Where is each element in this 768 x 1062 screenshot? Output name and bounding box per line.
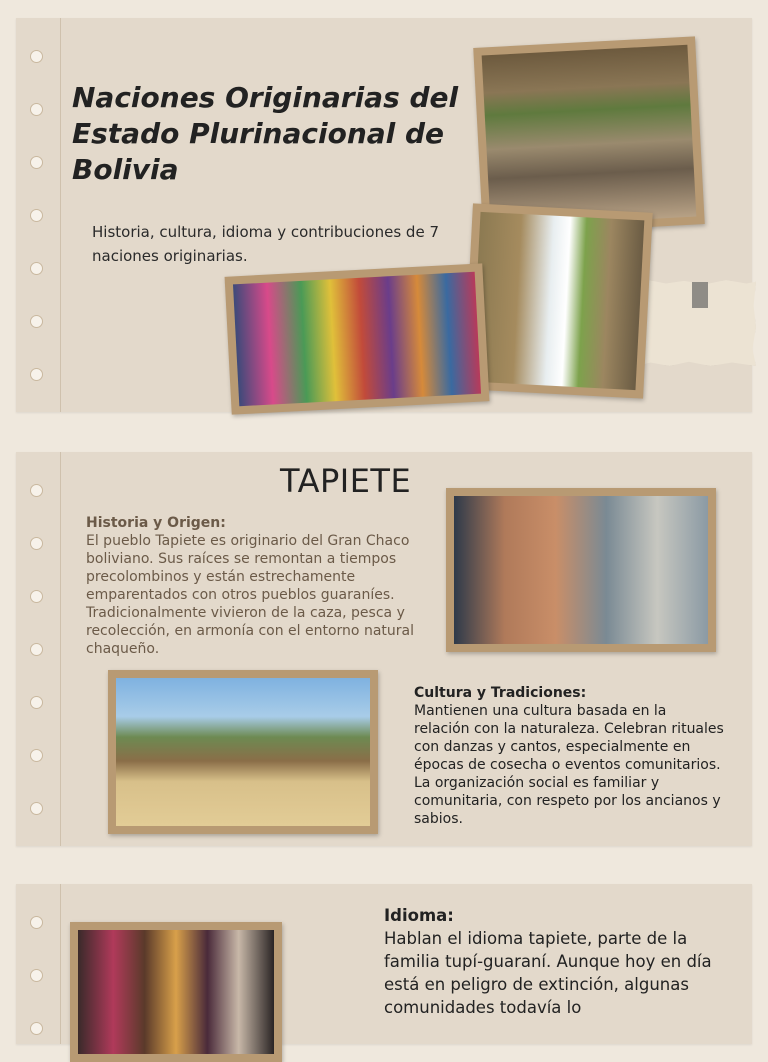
history-heading: Historia y Origen: xyxy=(86,515,226,531)
presentation-subtitle: Historia, cultura, idioma y contribuciones de 7 naciones originarias. xyxy=(92,223,439,265)
history-block xyxy=(86,514,416,658)
photo-woven-bags xyxy=(225,263,490,414)
binder-hole xyxy=(30,696,43,709)
language-text: Hablan el idioma tapiete, parte de la familia tupí-guaraní. Aunque hoy en día está en peligro de extinción, algunas comunidades todavía lo xyxy=(384,929,712,1017)
tape-strip xyxy=(692,282,708,308)
binder-hole xyxy=(30,537,43,550)
language-block xyxy=(384,904,724,1019)
language-heading: Idioma: xyxy=(384,906,454,925)
photo-fishing-nets xyxy=(446,488,716,652)
history-text: El pueblo Tapiete es originario del Gran Chaco boliviano. Sus raíces se remontan a tiempos precolombinos y están estrechamente emparentados con otros pueblos guaraníes. Tradicionalmente vivieron de la caza, pesca y recolección, en armonía con el entorno natural chaqueño. xyxy=(86,533,414,657)
binder-hole xyxy=(30,916,43,929)
binder-hole xyxy=(30,484,43,497)
culture-text: Mantienen una cultura basada en la relación con la naturaleza. Celebran rituales con danzas y cantos, especialmente en épocas de cosecha o eventos comunitarios. La organización social es familiar y comunitaria, con respeto por los ancianos y sabios. xyxy=(414,703,724,827)
culture-block xyxy=(414,684,724,828)
binder-hole xyxy=(30,262,43,275)
title-slide xyxy=(16,18,752,412)
tapiete-slide xyxy=(16,452,752,846)
binder-hole xyxy=(30,969,43,982)
binder-hole xyxy=(30,209,43,222)
binder-hole xyxy=(30,50,43,63)
presentation-title: Naciones Originarias del Estado Plurinacional de Bolivia xyxy=(72,81,459,186)
section-title: TAPIETE xyxy=(280,462,412,500)
binder-hole xyxy=(30,802,43,815)
language-slide xyxy=(16,884,752,1044)
binder-hole xyxy=(30,643,43,656)
photo-ceremony xyxy=(463,203,652,398)
photo-traditional-dress xyxy=(70,922,282,1062)
binder-hole xyxy=(30,749,43,762)
culture-heading: Cultura y Tradiciones: xyxy=(414,685,587,701)
binder-hole xyxy=(30,590,43,603)
binder-hole xyxy=(30,103,43,116)
photo-village xyxy=(108,670,378,834)
binder-hole xyxy=(30,368,43,381)
binder-hole xyxy=(30,156,43,169)
binder-hole xyxy=(30,315,43,328)
